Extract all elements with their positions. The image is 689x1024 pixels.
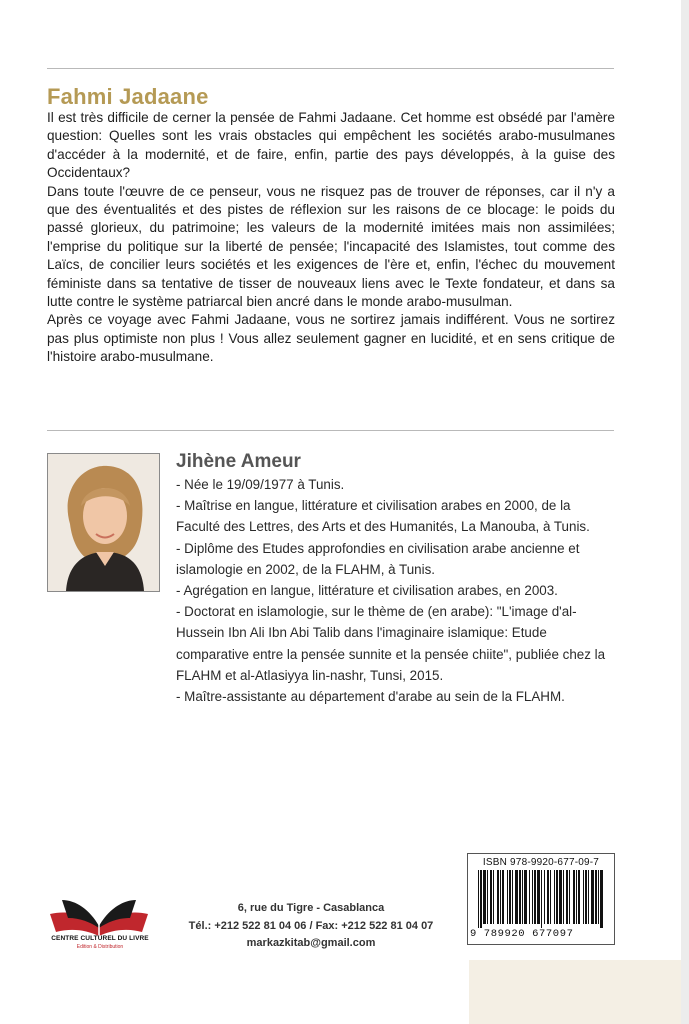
barcode-bar [600, 870, 603, 928]
barcode-bar [556, 870, 558, 924]
bio-item: - Maître-assistante au département d'arabe au sein de la FLAHM. [176, 689, 565, 705]
publisher-name: CENTRE CULTUREL DU LIVRE [51, 935, 149, 942]
book-title: Fahmi Jadaane [47, 84, 209, 109]
barcode-bar [576, 870, 577, 924]
barcode-bar [524, 870, 527, 924]
barcode-bar [544, 870, 545, 924]
bio-item: - Agrégation en langue, littérature et civilisation arabes, en 2003. [176, 583, 558, 599]
barcode-bar [537, 870, 540, 924]
barcode-bar [509, 870, 511, 924]
barcode-bar [569, 870, 570, 924]
bio-item: - Maîtrise en langue, littérature et civilisation arabes en 2000, de la Faculté des Lettres, des Arts et des Humanités, La Manouba, à Tunis. [176, 498, 590, 535]
barcode-bar [598, 870, 599, 924]
barcode-bar [515, 870, 518, 924]
barcode-bar [483, 870, 486, 924]
summary-text [47, 109, 615, 367]
summary-paragraph: Après ce voyage avec Fahmi Jadaane, vous ne sortirez jamais indifférent. Vous ne sortirez pas plus optimiste non plus ! Vous allez seulement gagner en lucidité, et en sens critique de l'histoire arabo-musulmane. [47, 312, 615, 365]
barcode-bar [583, 870, 584, 924]
isbn-label: ISBN 978-9920-677-09-7 [482, 857, 600, 868]
barcode-bar [588, 870, 589, 924]
barcode-bar [595, 870, 597, 924]
portrait-illustration [48, 454, 159, 591]
barcode-bar [559, 870, 562, 924]
section-divider [47, 430, 614, 431]
barcode-bar [522, 870, 523, 924]
barcode-bar [512, 870, 513, 924]
author-bio-list [176, 474, 616, 707]
barcode-bar [554, 870, 555, 924]
barcode-bar [487, 870, 488, 924]
publisher-address: 6, rue du Tigre - Casablanca [237, 902, 385, 914]
barcode-bar [519, 870, 521, 924]
publisher-email: markazkitab@gmail.com [246, 937, 376, 949]
author-portrait [47, 453, 160, 592]
barcode-bar [480, 870, 482, 928]
bio-item: - Doctorat en islamologie, sur le thème de (en arabe): "L'image d'al-Hussein Ibn Ali Ibn Abi Talib dans l'imaginaire islamique: Etude comparative entre la pensée sunnite et la pensée chiite", publiée chez la FLAHM et al-Atlasiyya lin-nashr, Tunsi, 2015. [176, 604, 606, 683]
barcode-bar [529, 870, 530, 924]
publisher-phone: Tél.: +212 522 81 04 06 / Fax: +212 522 81 04 07 [188, 919, 434, 932]
page-edge [681, 0, 689, 1024]
bio-item: - Diplôme des Etudes approfondies en civilisation arabe ancienne et islamologie en 2002, de la FLAHM, à Tunis. [176, 540, 580, 577]
summary-paragraph: Il est très difficile de cerner la pensée de Fahmi Jadaane. Cet homme est obsédé par l'amère question: Quelles sont les vrais obstacles qui empêchent les sociétés arabo-musulmanes d'accéder à la modernité, et de faire, enfin, partie des pays développés, à la guise des Occidentaux? [47, 110, 615, 181]
author-name: Jihène Ameur [176, 451, 301, 472]
cover-spine-strip [469, 960, 689, 1024]
barcode-bar [500, 870, 501, 924]
barcode-bar [493, 870, 494, 924]
barcode-bar [502, 870, 504, 924]
barcode-bar [578, 870, 580, 924]
isbn-barcode-box [467, 853, 615, 945]
barcode-bar [497, 870, 499, 924]
barcode-bar [478, 870, 479, 928]
barcode-bar [532, 870, 533, 924]
bio-item: - Née le 19/09/1977 à Tunis. [176, 477, 345, 492]
barcode-bar [490, 870, 492, 924]
barcode-bar [585, 870, 587, 924]
summary-paragraph: Dans toute l'œuvre de ce penseur, vous ne risquez pas de trouver de réponses, car il n'y a que des éventualités et des pistes de réflexion sur les raisons de ce blocage: le poids du passé glorieux, du patrimoine; les valeurs de la modernité imitées mais non assimilées; l'emprise du politique sur la liberté de pensée; l'incapacité des Islamistes, tout comme des Laïcs, de concilier leurs sociétés et les exigences de l'ère et, enfin, l'échec du mouvement féministe dans sa tentative de tisser de nouveaux liens avec le Texte fondateur, et dans sa lutte contre le système patriarcal bien ancré dans le monde arabo-musulman. [47, 183, 615, 310]
barcode-bar [591, 870, 594, 924]
barcode-bar [550, 870, 551, 924]
publisher-contact [180, 900, 442, 953]
publisher-subtitle: Edition & Distribution [76, 944, 124, 950]
barcode-bar [573, 870, 575, 924]
barcode [474, 870, 608, 930]
top-divider [47, 68, 614, 69]
barcode-bar [541, 870, 542, 928]
isbn-digits: 9 789920 677097 [470, 928, 574, 940]
barcode-bar [547, 870, 549, 924]
barcode-bar [507, 870, 508, 924]
barcode-bar [566, 870, 568, 924]
barcode-bar [534, 870, 536, 924]
barcode-bar [563, 870, 564, 924]
